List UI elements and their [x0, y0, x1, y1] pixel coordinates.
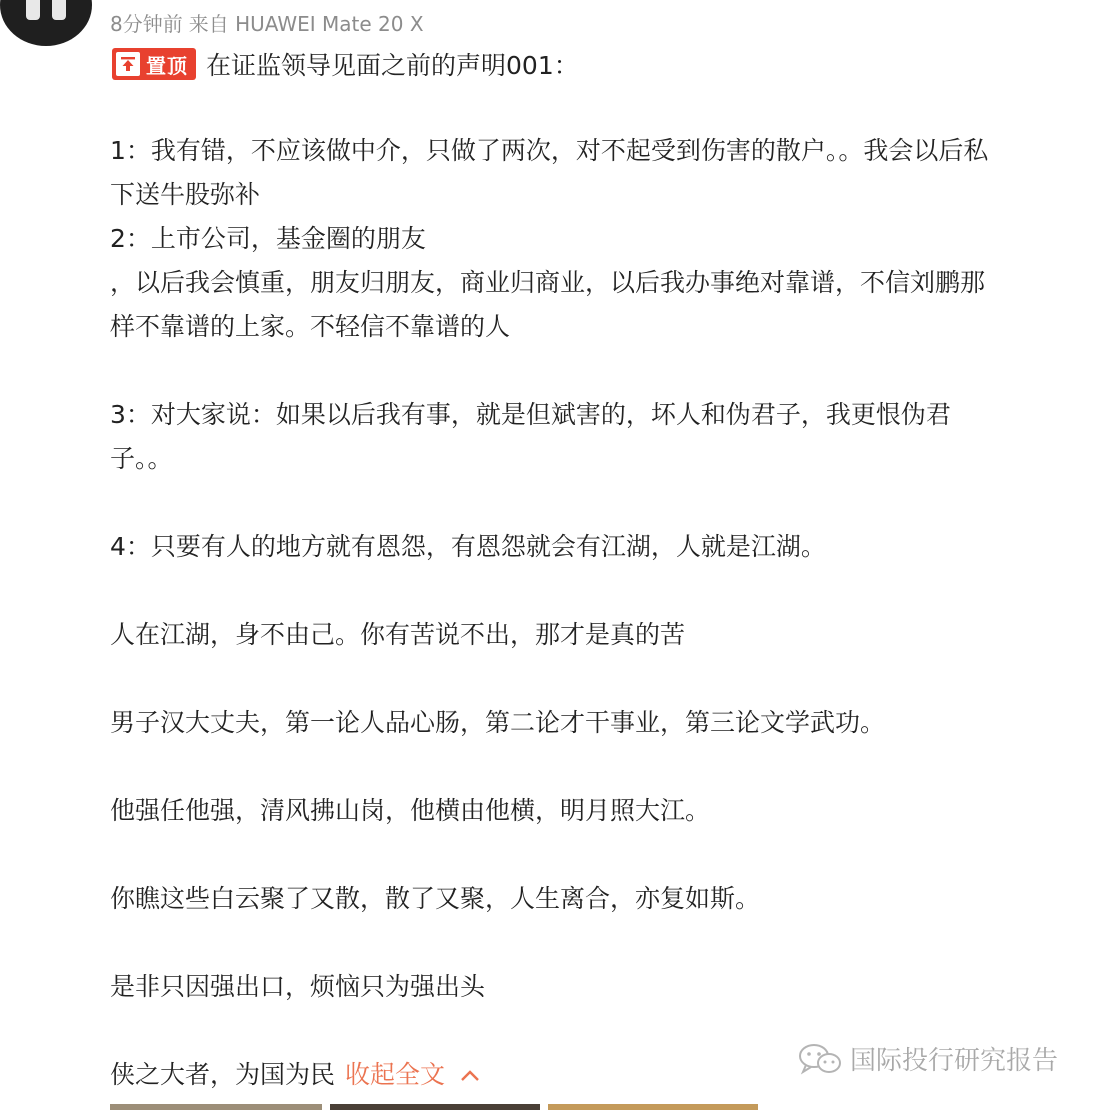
post-meta	[110, 8, 430, 37]
post-line: 子。。	[110, 444, 173, 473]
post-time: 8分钟前	[110, 12, 183, 36]
post-line: 2：上市公司，基金圈的朋友	[110, 224, 426, 253]
pinned-badge	[112, 48, 196, 80]
collapse-full-text-link[interactable]	[345, 1060, 481, 1089]
post-line: 你瞧这些白云聚了又散，散了又聚，人生离合，亦复如斯。	[110, 884, 761, 913]
post-line: 3：对大家说：如果以后我有事，就是但斌害的，坏人和伪君子，我更恨伪君	[110, 400, 951, 429]
post-heading	[112, 46, 579, 82]
image-thumbnail[interactable]	[330, 1104, 540, 1110]
watermark	[798, 1040, 1058, 1077]
image-thumbnail[interactable]	[110, 1104, 322, 1110]
wechat-icon	[798, 1042, 842, 1076]
pin-top-icon	[116, 52, 140, 76]
post-last-line	[110, 1058, 481, 1092]
post-title: 在证监领导见面之前的声明001：	[206, 51, 579, 80]
post-line: 侠之大者，为国为民	[110, 1060, 336, 1089]
avatar[interactable]	[0, 0, 92, 46]
post-source: 来自 HUAWEI Mate 20 X	[188, 12, 424, 36]
post-line: 男子汉大丈夫，第一论人品心肠，第二论才干事业，第三论文学武功。	[110, 708, 886, 737]
chevron-up-icon	[459, 1069, 481, 1083]
pinned-label: 置顶	[146, 53, 188, 78]
post-line: 是非只因强出口，烦恼只为强出头	[110, 972, 486, 1001]
post-line: 下送牛股弥补	[110, 180, 261, 209]
post-line: 1：我有错，不应该做中介，只做了两次，对不起受到伤害的散户。。我会以后私	[110, 136, 989, 165]
collapse-label: 收起全文	[345, 1060, 446, 1089]
post-line: 4：只要有人的地方就有恩怨，有恩怨就会有江湖，人就是江湖。	[110, 532, 826, 561]
watermark-text: 国际投行研究报告	[850, 1046, 1059, 1076]
post-line: 他强任他强，清风拂山岗，他横由他横，明月照大江。	[110, 796, 711, 825]
post-line: 样不靠谱的上家。不轻信不靠谱的人	[110, 312, 511, 341]
post-line: ，以后我会慎重，朋友归朋友，商业归商业，以后我办事绝对靠谱，不信刘鹏那	[110, 268, 986, 297]
image-thumbnail[interactable]	[548, 1104, 758, 1110]
post-line: 人在江湖，身不由己。你有苦说不出，那才是真的苦	[110, 620, 686, 649]
